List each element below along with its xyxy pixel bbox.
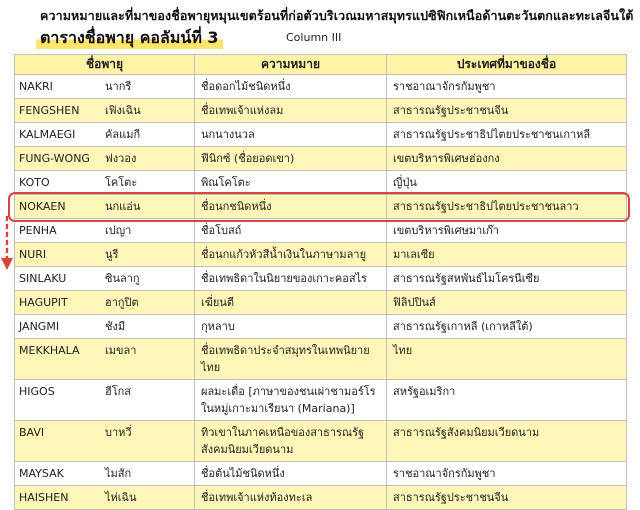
storm-name-cell: [15, 147, 195, 171]
storm-name-thai: โคโตะ: [105, 176, 138, 189]
table-row: [15, 291, 627, 315]
origin-cell: ราชอาณาจักรกัมพูชา: [387, 75, 627, 99]
storm-name-cell: [15, 462, 195, 486]
origin-cell: สาธารณรัฐเกาหลี (เกาหลีใต้): [387, 315, 627, 339]
origin-cell: ฟิลิปปินส์: [387, 291, 627, 315]
origin-cell: ญี่ปุ่น: [387, 171, 627, 195]
storm-name-english: MAYSAK: [19, 467, 64, 480]
origin-cell: ราชอาณาจักรกัมพูชา: [387, 462, 627, 486]
storm-name-cell: [15, 486, 195, 510]
table-row: [15, 171, 627, 195]
table-row: [15, 315, 627, 339]
meaning-cell: ชื่อนกชนิดหนึ่ง: [195, 195, 387, 219]
table-row: [15, 486, 627, 510]
meaning-cell: ทิวเขาในภาคเหนือของสาธารณรัฐสังคมนิยมเวียดนาม: [195, 421, 387, 462]
storm-name-english: NAKRI: [19, 80, 53, 93]
storm-name-english: SINLAKU: [19, 272, 67, 285]
storm-name-english: HAGUPIT: [19, 296, 68, 309]
origin-cell: เขตบริหารพิเศษฮ่องกง: [387, 147, 627, 171]
meaning-cell: นกนางนวล: [195, 123, 387, 147]
storm-names-table: [14, 54, 627, 510]
storm-name-thai: นกแอ่น: [105, 200, 141, 213]
table-row: [15, 380, 627, 421]
table-row: [15, 123, 627, 147]
storm-name-thai: ชังมี: [105, 320, 126, 333]
storm-name-cell: [15, 380, 195, 421]
meaning-cell: ชื่อเทพเจ้าแห่งลม: [195, 99, 387, 123]
origin-cell: สาธารณรัฐสหพันธ์ไมโครนีเซีย: [387, 267, 627, 291]
storm-name-thai: ฟงวอง: [105, 152, 137, 165]
meaning-cell: พิณโคโตะ: [195, 171, 387, 195]
storm-name-thai: ฮากูปิต: [105, 296, 139, 309]
down-arrow-icon: [0, 214, 14, 272]
storm-name-english: KOTO: [19, 176, 50, 189]
meaning-cell: ชื่อดอกไม้ชนิดหนึ่ง: [195, 75, 387, 99]
table-row: [15, 243, 627, 267]
header-origin: ประเทศที่มาของชื่อ: [387, 55, 627, 75]
storm-name-thai: ซินลากู: [105, 272, 140, 285]
table-row: [15, 339, 627, 380]
origin-cell: สาธารณรัฐประชาชนจีน: [387, 99, 627, 123]
storm-name-thai: เฟิงเฉิน: [105, 104, 141, 117]
origin-cell: เขตบริหารพิเศษมาเก๊า: [387, 219, 627, 243]
storm-name-cell: [15, 243, 195, 267]
header-meaning: ความหมาย: [195, 55, 387, 75]
meaning-cell: ชื่อโบสถ์: [195, 219, 387, 243]
meaning-cell: ผลมะเดื่อ [ภาษาของชนเผ่าชามอร์โรในหมู่เกาะมาเรียนา (Mariana)]: [195, 380, 387, 421]
storm-name-english: JANGMI: [19, 320, 60, 333]
storm-name-english: NURI: [19, 248, 47, 261]
storm-name-english: FENGSHEN: [19, 104, 80, 117]
storm-name-thai: บาหวี่: [105, 426, 132, 439]
storm-name-thai: ไห่เฉิน: [105, 491, 137, 504]
table-row: [15, 219, 627, 243]
origin-cell: สาธารณรัฐประชาธิปไตยประชาชนลาว: [387, 195, 627, 219]
storm-name-english: NOKAEN: [19, 200, 66, 213]
origin-cell: สาธารณรัฐประชาธิปไตยประชาชนเกาหลี: [387, 123, 627, 147]
storm-name-english: HAISHEN: [19, 491, 69, 504]
meaning-cell: เฆี่ยนตี: [195, 291, 387, 315]
storm-name-thai: นากรี: [105, 80, 132, 93]
origin-cell: มาเลเซีย: [387, 243, 627, 267]
storm-name-english: KALMAEGI: [19, 128, 76, 141]
storm-name-thai: เมขลา: [105, 344, 137, 357]
storm-name-cell: [15, 315, 195, 339]
table-row: [15, 267, 627, 291]
storm-name-cell: [15, 339, 195, 380]
document-subtitle: ความหมายและที่มาของชื่อพายุหมุนเขตร้อนที่ก่อตัวบริเวณมหาสมุทรแปซิฟิกเหนือด้านตะวันตกและทะเลจีนใต้: [40, 8, 634, 23]
table-row: [15, 462, 627, 486]
column-tag: Column III: [286, 31, 342, 44]
meaning-cell: ชื่อนกแก้วหัวสีน้ำเงินในภาษามลายู: [195, 243, 387, 267]
header-storm-name: ชื่อพายุ: [15, 55, 195, 75]
table-body: [15, 75, 627, 510]
storm-name-english: PENHA: [19, 224, 57, 237]
storm-name-thai: ไมสัก: [105, 467, 132, 480]
storm-name-thai: ฮีโกส: [105, 385, 131, 398]
storm-name-cell: [15, 421, 195, 462]
storm-name-cell: [15, 219, 195, 243]
storm-name-english: HIGOS: [19, 385, 55, 398]
storm-name-thai: คัลแมกี: [105, 128, 141, 141]
storm-name-cell: [15, 195, 195, 219]
meaning-cell: ชื่อเทพเจ้าแห่งท้องทะเล: [195, 486, 387, 510]
table-title: ตารางชื่อพายุ คอลัมน์ที่ 3: [36, 26, 223, 51]
storm-name-english: MEKKHALA: [19, 344, 80, 357]
storm-name-cell: [15, 123, 195, 147]
table-row: [15, 421, 627, 462]
meaning-cell: ชื่อต้นไม้ชนิดหนึ่ง: [195, 462, 387, 486]
table-header-row: [15, 55, 627, 75]
table-row: [15, 195, 627, 219]
table-row: [15, 147, 627, 171]
meaning-cell: ชื่อเทพธิดาในนิยายของเกาะคอสไร: [195, 267, 387, 291]
meaning-cell: ชื่อเทพธิดาประจำสมุทรในเทพนิยายไทย: [195, 339, 387, 380]
storm-name-cell: [15, 267, 195, 291]
storm-name-thai: เปญา: [105, 224, 132, 237]
origin-cell: สาธารณรัฐสังคมนิยมเวียดนาม: [387, 421, 627, 462]
storm-name-thai: นูรี: [105, 248, 119, 261]
origin-cell: สหรัฐอเมริกา: [387, 380, 627, 421]
meaning-cell: ฟีนิกซ์ (ชื่อยอดเขา): [195, 147, 387, 171]
storm-name-english: FUNG-WONG: [19, 152, 90, 165]
origin-cell: สาธารณรัฐประชาชนจีน: [387, 486, 627, 510]
table-row: [15, 75, 627, 99]
origin-cell: ไทย: [387, 339, 627, 380]
storm-name-cell: [15, 171, 195, 195]
storm-name-cell: [15, 75, 195, 99]
storm-name-cell: [15, 99, 195, 123]
storm-name-cell: [15, 291, 195, 315]
storm-name-english: BAVI: [19, 426, 45, 439]
table-row: [15, 99, 627, 123]
meaning-cell: กุหลาบ: [195, 315, 387, 339]
